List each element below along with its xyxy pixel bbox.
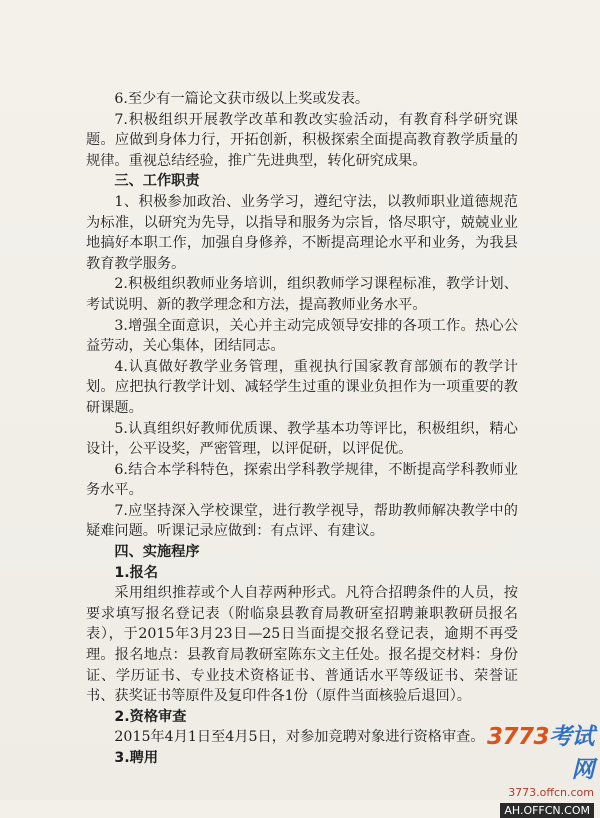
watermark-url-main: 3773.offcn.com xyxy=(508,786,594,799)
paragraph-item-6: 6.至少有一篇论文获市级以上奖或发表。 xyxy=(114,91,370,107)
paragraph-duty-4: 4.认真做好教学业务管理，重视执行国家教育部颁布的教学计划。应把执行教学计划、减轻学生过重的课业负担作为一项重要的教研课题。 xyxy=(86,358,518,416)
paragraph-duty-3: 3.增强全面意识，关心并主动完成领导安排的各项工作。热心公益劳动，关心集体，团结同志。 xyxy=(86,317,518,355)
paragraph-registration: 采用组织推荐或个人自荐两种形式。凡符合招聘条件的人员，按要求填写报名登记表（附临泉县教育局教研室招聘兼职教研员报名表），于2015年3月23日—25日当面提交报名登记表，逾期不再受理。报名地点：县教育局教研室陈东文主任处。报名提交材料：身份证、学历证书、专业技术资格证书、普通话水平等级证书、荣誉证书、获奖证书等原件及复印件各1份（原件当面核验后退回）。 xyxy=(86,585,518,705)
section-heading-duties: 三、工作职责 xyxy=(114,173,200,190)
paragraph-duty-2: 2.积极组织教师业务培训，组织教师学习课程标准，教学计划、考试说明、新的教学理念和方法，提高教师业务水平。 xyxy=(86,276,518,313)
site-watermark xyxy=(474,718,594,817)
watermark-logo-number: 3773 xyxy=(486,724,549,750)
paragraph-item-7: 7.积极组织开展教学改革和教改实验活动，有教育科学研究课题。应做到身体力行，开拓创新，积极探索全面提高教育教学质量的规律。重视总结经验，推广先进典型，转化研究成果。 xyxy=(86,111,518,169)
watermark-logo-text: 考试网 xyxy=(549,724,594,783)
paragraph-qualification-review: 2015年4月1日至4月5日，对参加竞聘对象进行资格审查。 xyxy=(114,729,485,746)
document-body xyxy=(86,89,518,769)
paragraph-duty-1: 1、积极参加政治、业务学习，遵纪守法，以教师职业道德规范为标准，以研究为先导，以指导和服务为宗旨，恪尽职守，兢兢业业地搞好本职工作，加强自身修养，不断提高理论水平和业务，为我县教育教学服务。 xyxy=(86,193,518,272)
watermark-url-sub: AH.OFFCN.COM xyxy=(500,803,594,818)
subheading-hiring: 3.聘用 xyxy=(114,750,159,766)
paragraph-duty-7: 7.应坚持深入学校课堂，进行教学视导，帮助教师解决教学中的疑难问题。听课记录应做到：有点评、有建议。 xyxy=(86,502,518,540)
paragraph-duty-6: 6.结合本学科特色，探索出学科教学规律，不断提高学科教师业务水平。 xyxy=(86,461,518,499)
paragraph-duty-5: 5.认真组织好教师优质课、教学基本功等评比，积极组织，精心设计，公平设奖，严密管理，以评促研，以评促优。 xyxy=(86,420,518,458)
subheading-registration: 1.报名 xyxy=(114,564,159,581)
watermark-logo xyxy=(474,718,594,784)
section-heading-procedure: 四、实施程序 xyxy=(114,544,200,561)
subheading-qualification-review: 2.资格审查 xyxy=(114,708,187,725)
